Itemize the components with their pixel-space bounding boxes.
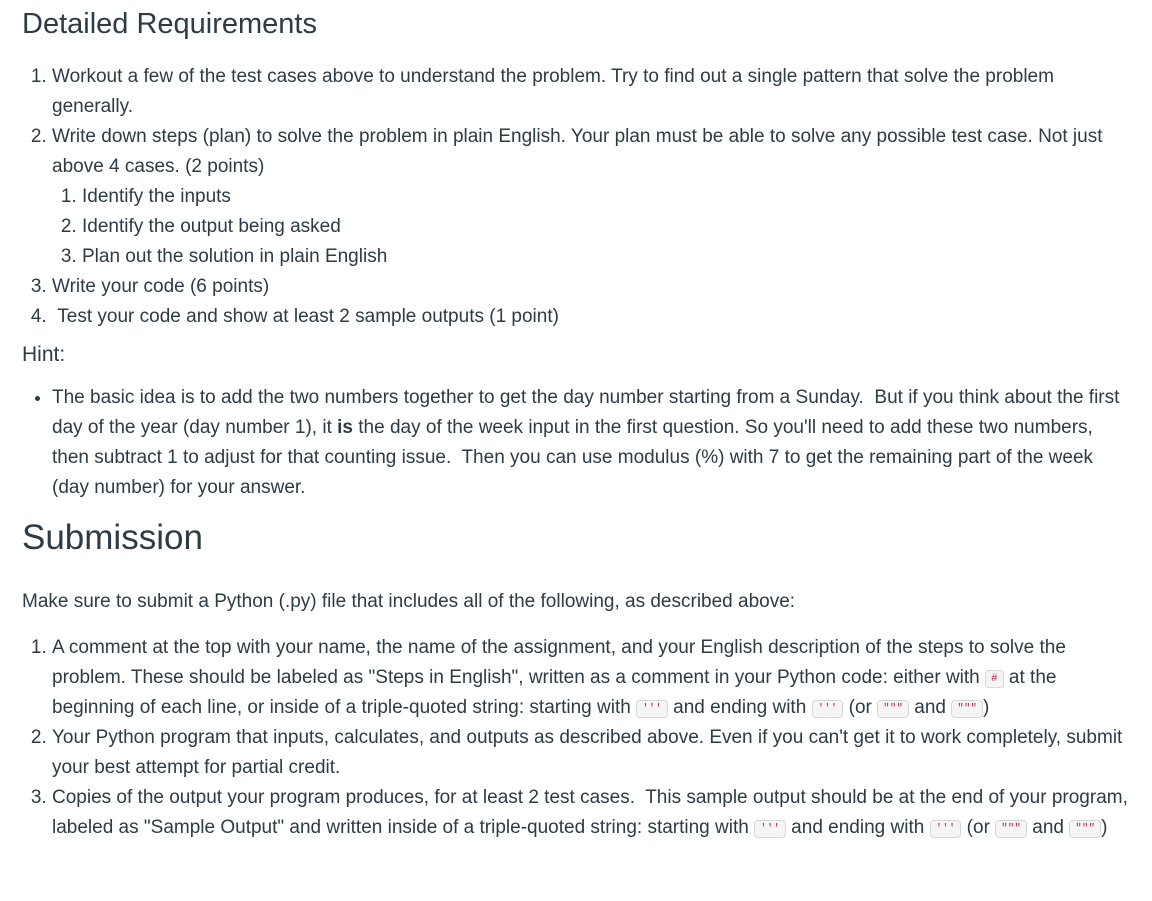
submission-item-output — [52, 783, 1132, 843]
hint-text-start: The basic idea is to add the two numbers together to get the day number starting from a Sunday. But if you think about the first day of the year (day number 1), it — [52, 387, 1125, 438]
requirement-text: Workout a few of the test cases above to understand the problem. Try to find out a single pattern that solve the problem generally. — [52, 66, 1054, 117]
triple-double-quote-code: """ — [1069, 820, 1101, 838]
triple-single-quote-code: ''' — [636, 700, 668, 718]
detailed-requirements-heading: Detailed Requirements — [22, 8, 317, 40]
submission-text: and — [908, 697, 952, 718]
triple-double-quote-code: """ — [951, 700, 983, 718]
plan-subitem: 3. Plan out the solution in plain English — [82, 242, 1132, 272]
requirement-item — [52, 272, 1132, 302]
hint-item — [52, 383, 1132, 503]
plan-subitem: 2. Identify the output being asked — [82, 212, 1132, 242]
hint-emphasis: is — [337, 417, 353, 438]
submission-text: and — [1026, 817, 1070, 838]
triple-double-quote-code: """ — [877, 700, 909, 718]
submission-text: and ending with — [785, 817, 930, 838]
requirement-text: Write down steps (plan) to solve the problem in plain English. Your plan must be able to solve any possible test case. Not just above 4 cases. (2 points) — [52, 126, 1103, 177]
requirement-item — [52, 122, 1132, 272]
requirement-text: Test your code and show at least 2 sample outputs (1 point) — [52, 306, 559, 327]
requirements-list — [22, 62, 1132, 332]
submission-text: Copies of the output your program produces, for at least 2 test cases. This sample output should be at the end of your program, labeled as "Sample Output" and written inside of a triple-quoted string: starting with — [52, 787, 1134, 838]
submission-text: ) — [983, 697, 990, 718]
hash-code: # — [985, 670, 1004, 688]
triple-single-quote-code: ''' — [812, 700, 844, 718]
submission-text: and ending with — [667, 697, 812, 718]
submission-text: ) — [1101, 817, 1108, 838]
requirement-text: Write your code (6 points) — [52, 276, 270, 297]
hint-list — [22, 383, 1132, 503]
triple-double-quote-code: """ — [995, 820, 1027, 838]
plan-sublist — [52, 182, 1132, 272]
submission-text: A comment at the top with your name, the name of the assignment, and your English description of the steps to solve the problem. These should be labeled as "Steps in English", written as a comment in your Python code: either with — [52, 637, 1066, 688]
submission-heading: Submission — [22, 518, 203, 557]
hint-text-end: the day of the week input in the first question. So you'll need to add these two numbers, then subtract 1 to adjust for that counting issue. Then you can use modulus (%) with 7 to get the remaining part of the week (day number) for your answer. — [52, 417, 1099, 498]
requirement-item — [52, 302, 1132, 332]
submission-text: Your Python program that inputs, calculates, and outputs as described above. Even if you can't get it to work completely, submit your best attempt for partial credit. — [52, 727, 1123, 778]
requirement-item — [52, 62, 1132, 122]
triple-single-quote-code: ''' — [930, 820, 962, 838]
plan-subitem: 1. Identify the inputs — [82, 182, 1132, 212]
hint-label: Hint: — [22, 343, 66, 366]
submission-list — [22, 633, 1132, 843]
triple-single-quote-code: ''' — [754, 820, 786, 838]
submission-text: at the beginning of each line, or inside of a triple-quoted string: starting with — [52, 667, 1057, 718]
submission-item-program — [52, 723, 1132, 783]
submission-intro: Make sure to submit a Python (.py) file that includes all of the following, as described above: — [22, 591, 796, 612]
submission-text: (or — [843, 697, 878, 718]
submission-text: (or — [961, 817, 996, 838]
submission-item-comment — [52, 633, 1132, 723]
